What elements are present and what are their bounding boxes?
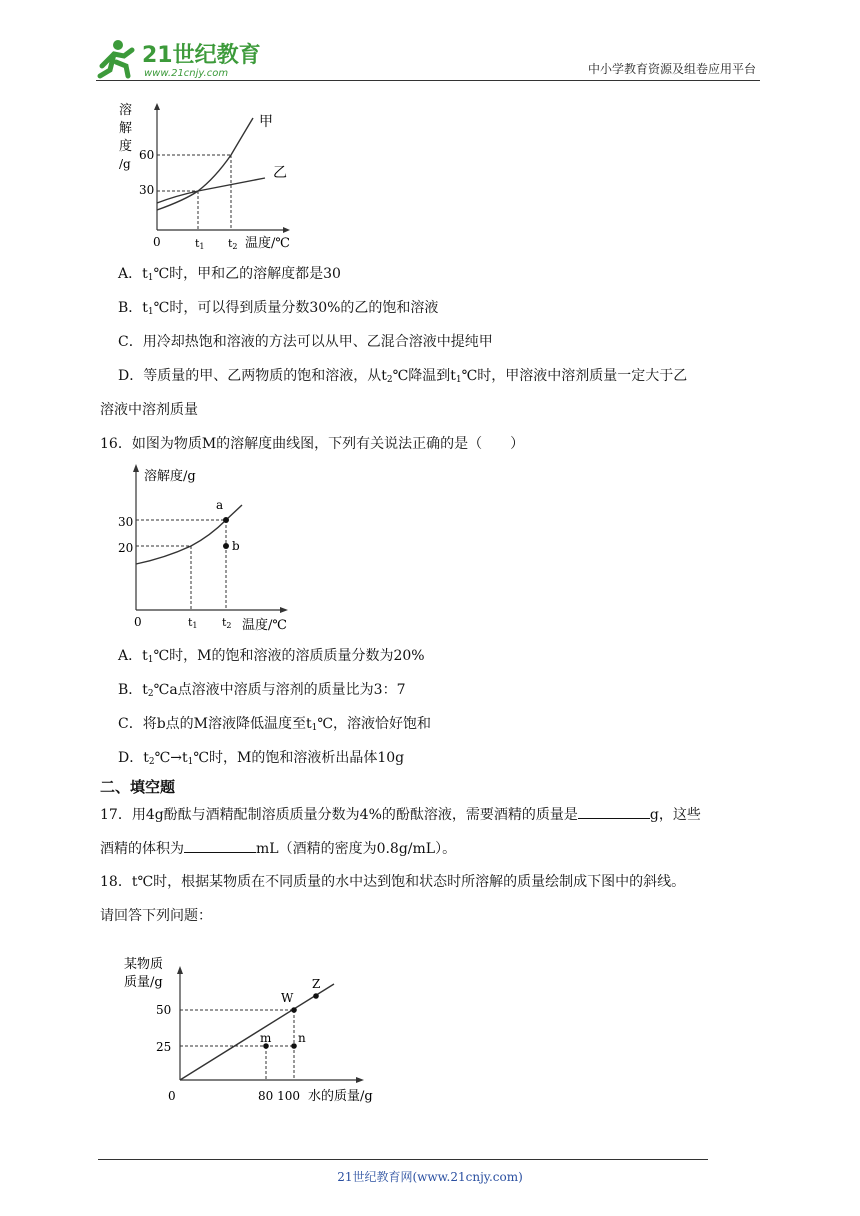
svg-text:Z: Z	[312, 977, 321, 991]
svg-text:0: 0	[134, 615, 142, 629]
svg-text:温度/℃: 温度/℃	[242, 618, 287, 633]
q15-option-a: A．$t_1℃$时，甲和乙的溶解度都是30	[118, 266, 341, 283]
svg-text:www.21cnjy.com: www.21cnjy.com	[144, 68, 229, 79]
svg-text:溶解度/g: 溶解度/g	[144, 469, 196, 484]
svg-text:a: a	[216, 498, 224, 512]
svg-text:60: 60	[139, 148, 155, 162]
q15-option-d-cont: 溶液中溶剂质量	[100, 402, 198, 418]
q18-line-2: 请回答下列问题：	[100, 908, 212, 924]
q17-line-1: 17．用4g酚酞与酒精配制溶质质量分数为4%的酚酞溶液，需要酒精的质量是 g，这些	[100, 804, 701, 825]
q16-option-c: C．将b点的M溶液降低温度至$t_1℃$，溶液恰好饱和	[118, 716, 432, 733]
footer-text: 21世纪教育网(www.21cnjy.com)	[337, 1170, 523, 1184]
svg-text:0: 0	[168, 1089, 176, 1103]
section-title: 二、填空题	[100, 778, 176, 796]
svg-text:温度/℃: 温度/℃	[245, 236, 290, 251]
q16-option-a: A．$t_1℃$时，M的饱和溶液的溶质质量分数为20%	[118, 648, 425, 665]
svg-text:度: 度	[119, 139, 133, 154]
svg-text:0: 0	[153, 235, 161, 249]
q15-option-b: B．$t_1℃$时，可以得到质量分数30%的乙的饱和溶液	[118, 300, 439, 317]
svg-text:t1: t1	[195, 237, 205, 251]
footer-divider	[98, 1159, 708, 1160]
svg-text:质量/g: 质量/g	[124, 975, 163, 990]
svg-text:80 100: 80 100	[258, 1089, 300, 1103]
svg-text:某物质: 某物质	[124, 957, 164, 972]
runner-icon	[100, 40, 132, 76]
svg-text:m: m	[260, 1031, 272, 1045]
q18-line-1: 18．t℃时，根据某物质在不同质量的水中达到饱和状态时所溶解的质量绘制成下图中的斜线。	[100, 874, 686, 890]
svg-text:W: W	[281, 991, 294, 1005]
svg-text:t2: t2	[228, 237, 238, 251]
svg-text:25: 25	[156, 1040, 172, 1054]
svg-text:/g: /g	[119, 157, 131, 171]
svg-text:乙: 乙	[273, 165, 287, 181]
q17-line-2: 酒精的体积为 mL（酒精的密度为0.8g/mL）。	[100, 838, 456, 859]
header-divider	[96, 80, 760, 81]
solubility-chart-1	[115, 100, 305, 255]
svg-text:20: 20	[118, 541, 134, 555]
mass-chart	[118, 950, 398, 1110]
q15-option-d: D．等质量的甲、乙两物质的饱和溶液，从$t_2℃$降温到$t_1℃$时，甲溶液中溶剂质量一定大于乙	[118, 368, 688, 385]
svg-text:b: b	[232, 539, 240, 553]
svg-text:t1: t1	[188, 616, 198, 630]
answer-blank-1[interactable]	[578, 804, 650, 819]
q16-stem: 16．如图为物质M的溶解度曲线图，下列有关说法正确的是（ ）	[100, 436, 525, 452]
answer-blank-2[interactable]	[184, 838, 256, 853]
svg-text:30: 30	[118, 515, 134, 529]
svg-text:水的质量/g: 水的质量/g	[308, 1089, 373, 1104]
q16-option-d: D．$t_2℃\to t_1℃$时，M的饱和溶液析出晶体10g	[118, 750, 405, 767]
svg-text:解: 解	[119, 121, 133, 136]
svg-text:50: 50	[156, 1003, 172, 1017]
svg-text:30: 30	[139, 183, 155, 197]
svg-text:甲: 甲	[259, 114, 273, 130]
svg-text:t2: t2	[222, 616, 232, 630]
platform-name: 中小学教育资源及组卷应用平台	[587, 62, 756, 76]
q15-option-c: C．用冷却热饱和溶液的方法可以从甲、乙混合溶液中提纯甲	[118, 334, 493, 350]
q16-option-b: B．$t_2℃a$点溶液中溶质与溶剂的质量比为3：7	[118, 682, 406, 699]
svg-text:21世纪教育: 21世纪教育	[142, 43, 261, 68]
solubility-chart-2	[110, 460, 310, 635]
svg-text:n: n	[298, 1031, 306, 1045]
svg-text:溶: 溶	[119, 103, 133, 118]
site-logo	[96, 36, 266, 82]
